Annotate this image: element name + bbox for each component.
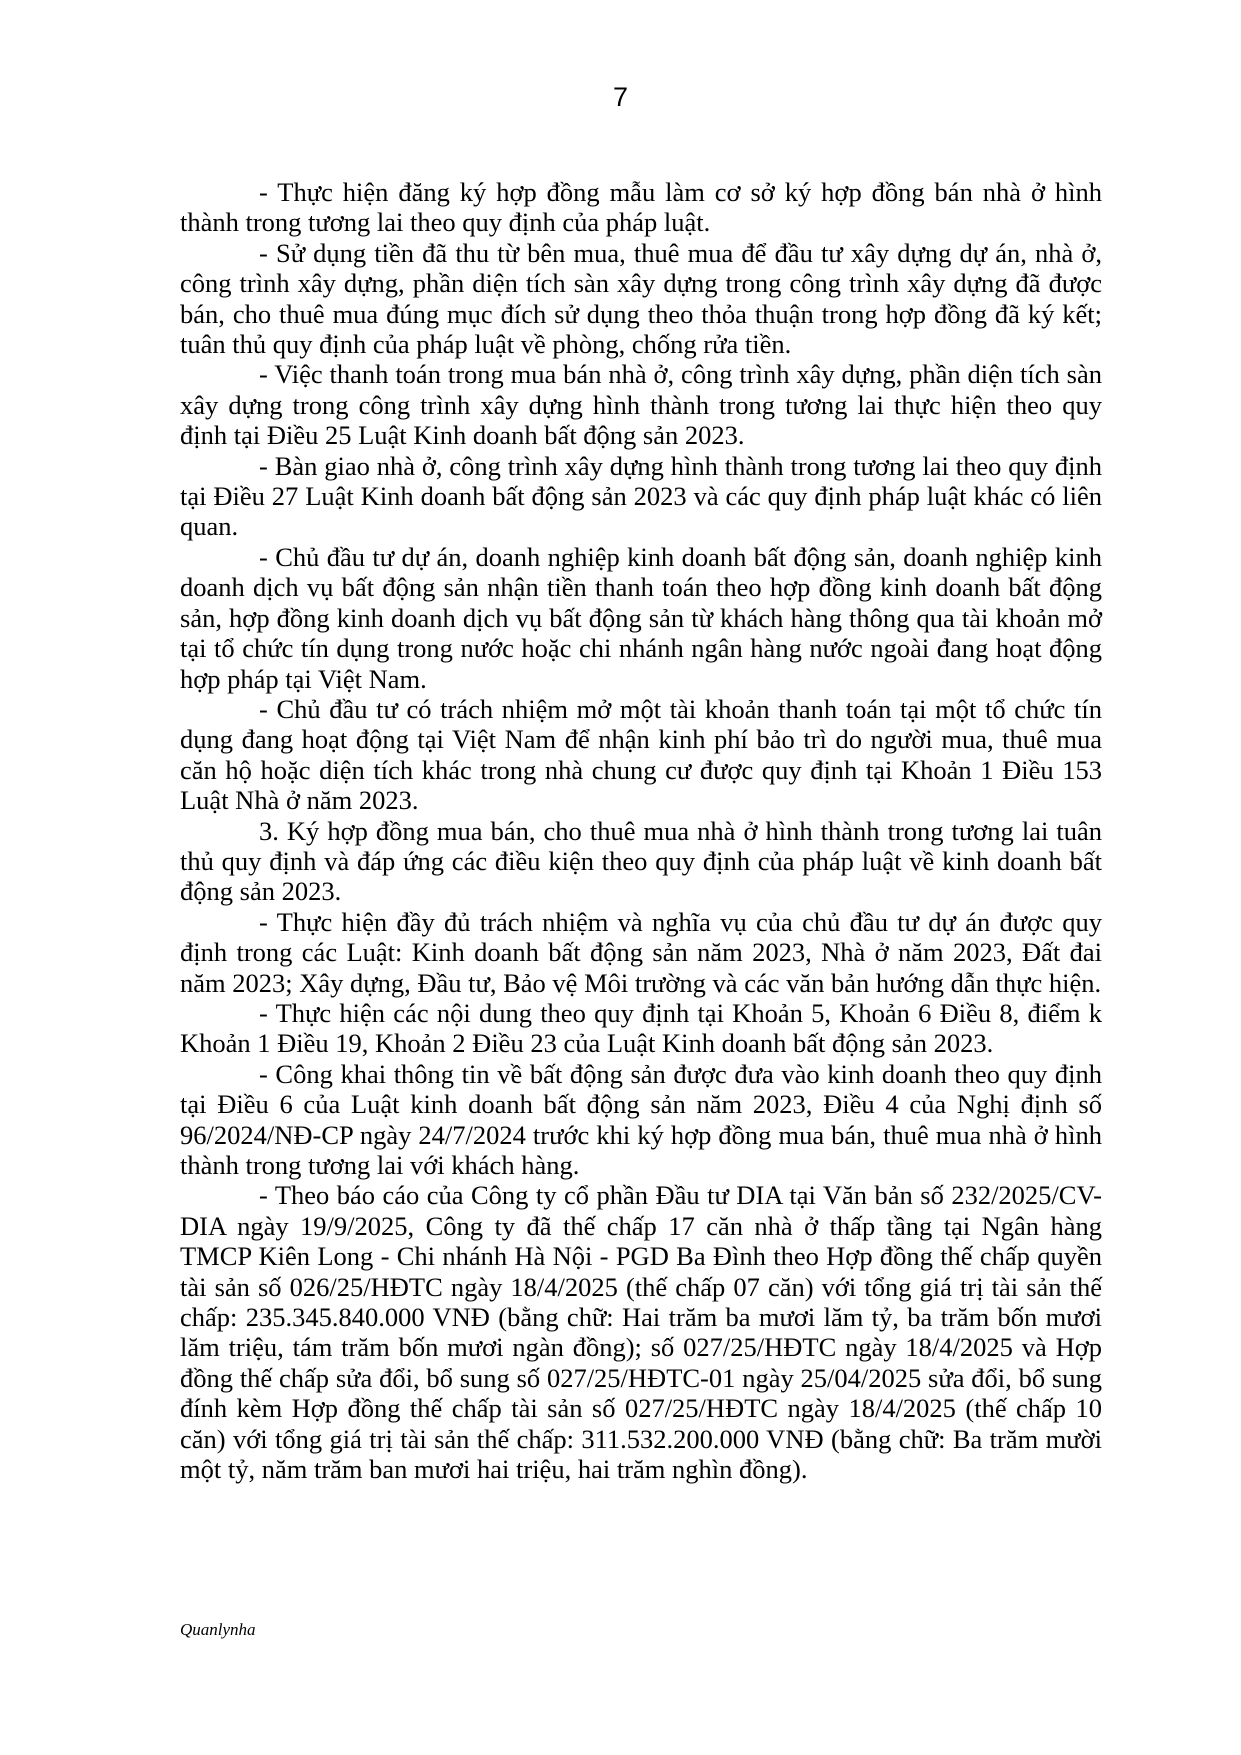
- paragraph: - Thực hiện đầy đủ trách nhiệm và nghĩa vụ của chủ đầu tư dự án được quy định trong các Luật: Kinh doanh bất động sản năm 2023, Nhà ở năm 2023, Đất đai năm 2023; Xây dựng, Đầu tư, Bảo vệ Môi trường và các văn bản hướng dẫn thực hiện.: [180, 906, 1102, 998]
- paragraph: - Sử dụng tiền đã thu từ bên mua, thuê mua để đầu tư xây dựng dự án, nhà ở, công trình xây dựng, phần diện tích sàn xây dựng trong công trình xây dựng đã được bán, cho thuê mua đúng mục đích sử dụng theo thỏa thuận trong hợp đồng đã ký kết; tuân thủ quy định của pháp luật về phòng, chống rửa tiền.: [180, 237, 1102, 360]
- paragraph: - Chủ đầu tư có trách nhiệm mở một tài khoản thanh toán tại một tổ chức tín dụng đang hoạt động tại Việt Nam để nhận kinh phí bảo trì do người mua, thuê mua căn hộ hoặc diện tích khác trong nhà chung cư được quy định tại Khoản 1 Điều 153 Luật Nhà ở năm 2023.: [180, 693, 1102, 816]
- paragraph: - Thực hiện các nội dung theo quy định tại Khoản 5, Khoản 6 Điều 8, điểm k Khoản 1 Điều 19, Khoản 2 Điều 23 của Luật Kinh doanh bất động sản 2023.: [180, 997, 1102, 1059]
- paragraph: 3. Ký hợp đồng mua bán, cho thuê mua nhà ở hình thành trong tương lai tuân thủ quy định và đáp ứng các điều kiện theo quy định của pháp luật về kinh doanh bất động sản 2023.: [180, 815, 1102, 907]
- paragraph: - Theo báo cáo của Công ty cổ phần Đầu tư DIA tại Văn bản số 232/2025/CV-DIA ngày 19/9/2025, Công ty đã thế chấp 17 căn nhà ở thấp tầng tại Ngân hàng TMCP Kiên Long - Chi nhánh Hà Nội - PGD Ba Đình theo Hợp đồng thế chấp quyền tài sản số 026/25/HĐTC ngày 18/4/2025 (thế chấp 07 căn) với tổng giá trị tài sản thế chấp: 235.345.840.000 VNĐ (bằng chữ: Hai trăm ba mươi lăm tỷ, ba trăm bốn mươi lăm triệu, tám trăm bốn mươi ngàn đồng); số 027/25/HĐTC ngày 18/4/2025 và Hợp đồng thế chấp sửa đổi, bổ sung số 027/25/HĐTC-01 ngày 25/04/2025 sửa đổi, bổ sung đính kèm Hợp đồng thế chấp tài sản số 027/25/HĐTC ngày 18/4/2025 (thế chấp 10 căn) với tổng giá trị tài sản thế chấp: 311.532.200.000 VNĐ (bằng chữ: Ba trăm mười một tỷ, năm trăm ban mươi hai triệu, hai trăm nghìn đồng).: [180, 1180, 1102, 1485]
- page-number: 7: [612, 82, 629, 112]
- paragraph: - Công khai thông tin về bất động sản được đưa vào kinh doanh theo quy định tại Điều 6 của Luật kinh doanh bất động sản năm 2023, Điều 4 của Nghị định số 96/2024/NĐ-CP ngày 24/7/2024 trước khi ký hợp đồng mua bán, thuê mua nhà ở hình thành trong tương lai với khách hàng.: [180, 1058, 1102, 1180]
- document-body: [180, 177, 1102, 1484]
- paragraph: - Việc thanh toán trong mua bán nhà ở, công trình xây dựng, phần diện tích sàn xây dựng trong công trình xây dựng hình thành trong tương lai thực hiện theo quy định tại Điều 25 Luật Kinh doanh bất động sản 2023.: [180, 359, 1102, 451]
- paragraph: - Chủ đầu tư dự án, doanh nghiệp kinh doanh bất động sản, doanh nghiệp kinh doanh dịch vụ bất động sản nhận tiền thanh toán theo hợp đồng kinh doanh bất động sản, hợp đồng kinh doanh dịch vụ bất động sản từ khách hàng thông qua tài khoản mở tại tổ chức tín dụng trong nước hoặc chi nhánh ngân hàng nước ngoài đang hoạt động hợp pháp tại Việt Nam.: [180, 541, 1102, 694]
- paragraph: - Thực hiện đăng ký hợp đồng mẫu làm cơ sở ký hợp đồng bán nhà ở hình thành trong tương lai theo quy định của pháp luật.: [180, 177, 1102, 238]
- paragraph: - Bàn giao nhà ở, công trình xây dựng hình thành trong tương lai theo quy định tại Điều 27 Luật Kinh doanh bất động sản 2023 và các quy định pháp luật khác có liên quan.: [180, 450, 1102, 542]
- footer-label: Quanlynha: [180, 1620, 256, 1639]
